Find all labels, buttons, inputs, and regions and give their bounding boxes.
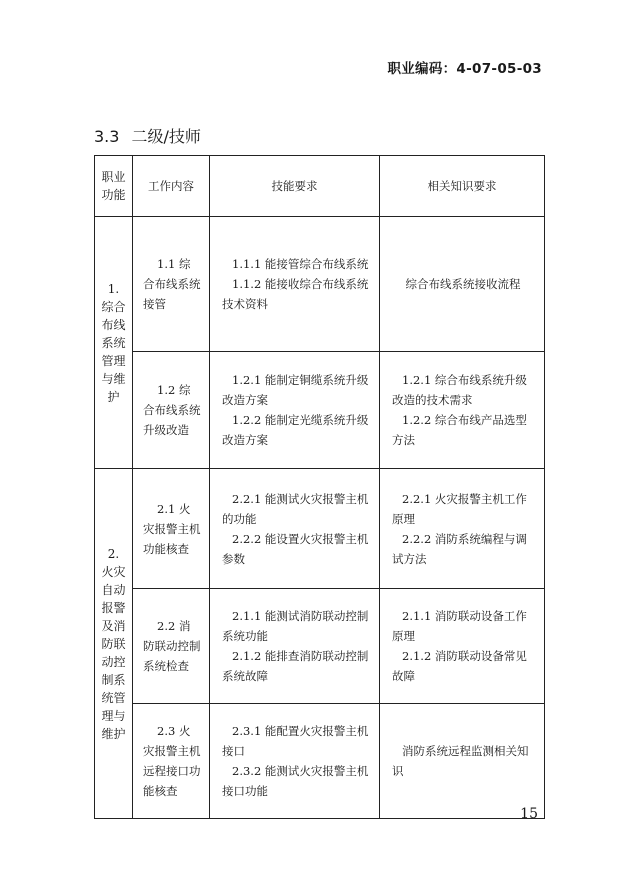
skill-item: 2.2.1 能测试火灾报警主机的功能 (222, 491, 369, 526)
header-skill: 技能要求 (210, 156, 380, 217)
table-row (95, 589, 545, 704)
work-cell: 2.3 火灾报警主机远程接口功能核查 (133, 704, 210, 819)
table-row (95, 704, 545, 819)
knowledge-cell (380, 217, 545, 352)
skill-cell (210, 352, 380, 469)
knowledge-item: 2.1.2 消防联动设备常见故障 (392, 649, 527, 683)
table-row (95, 217, 545, 352)
work-cell: 1.2 综合布线系统升级改造 (133, 352, 210, 469)
table-row (95, 469, 545, 589)
occupation-code: 职业编码：4-07-05-03 (387, 61, 542, 77)
knowledge-cell (380, 352, 545, 469)
knowledge-item: 综合布线系统接收流程 (405, 277, 521, 291)
knowledge-cell (380, 704, 545, 819)
section-number: 3.3 (94, 127, 120, 146)
knowledge-cell (380, 469, 545, 589)
skill-item: 2.3.1 能配置火灾报警主机接口 (222, 724, 369, 758)
skill-item: 2.1.2 能排查消防联动控制系统故障 (222, 649, 369, 683)
skill-item: 1.2.2 能制定光缆系统升级改造方案 (222, 413, 369, 447)
knowledge-cell (380, 589, 545, 704)
knowledge-item: 2.2.2 消防系统编程与调试方法 (392, 531, 527, 566)
skill-cell (210, 217, 380, 352)
knowledge-item: 2.1.1 消防联动设备工作原理 (392, 609, 527, 643)
section-title: 二级/技师 (131, 127, 201, 146)
skill-item: 1.1.2 能接收综合布线系统技术资料 (222, 277, 369, 311)
table-header-row (95, 156, 545, 217)
knowledge-item: 1.2.2 综合布线产品选型方法 (392, 413, 527, 447)
knowledge-item: 2.2.1 火灾报警主机工作原理 (392, 491, 527, 526)
header-work: 工作内容 (133, 156, 210, 217)
section-heading (94, 124, 201, 147)
work-cell: 2.2 消防联动控制系统检查 (133, 589, 210, 704)
skill-cell (210, 589, 380, 704)
knowledge-item: 消防系统远程监测相关知识 (392, 744, 529, 778)
work-cell: 1.1 综合布线系统接管 (133, 217, 210, 352)
skill-item: 1.2.1 能制定铜缆系统升级改造方案 (222, 373, 369, 407)
page-number: 15 (520, 806, 538, 822)
skill-item: 2.2.2 能设置火灾报警主机参数 (222, 531, 369, 566)
work-cell: 2.1 火灾报警主机功能核查 (133, 469, 210, 589)
knowledge-item: 1.2.1 综合布线系统升级改造的技术需求 (392, 373, 527, 407)
function-cell: 1. 综合布线系统管理与维护 (95, 217, 133, 469)
skills-table (94, 155, 545, 819)
table-row (95, 352, 545, 469)
skill-cell (210, 469, 380, 589)
skill-item: 1.1.1 能接管综合布线系统 (232, 257, 369, 271)
skill-item: 2.1.1 能测试消防联动控制系统功能 (222, 609, 369, 643)
header-knowledge: 相关知识要求 (380, 156, 545, 217)
function-cell: 2. 火灾自动报警及消防联动控制系统管理与维护 (95, 469, 133, 819)
skill-item: 2.3.2 能测试火灾报警主机接口功能 (222, 764, 369, 798)
skill-cell (210, 704, 380, 819)
header-function: 职业功能 (95, 156, 133, 217)
